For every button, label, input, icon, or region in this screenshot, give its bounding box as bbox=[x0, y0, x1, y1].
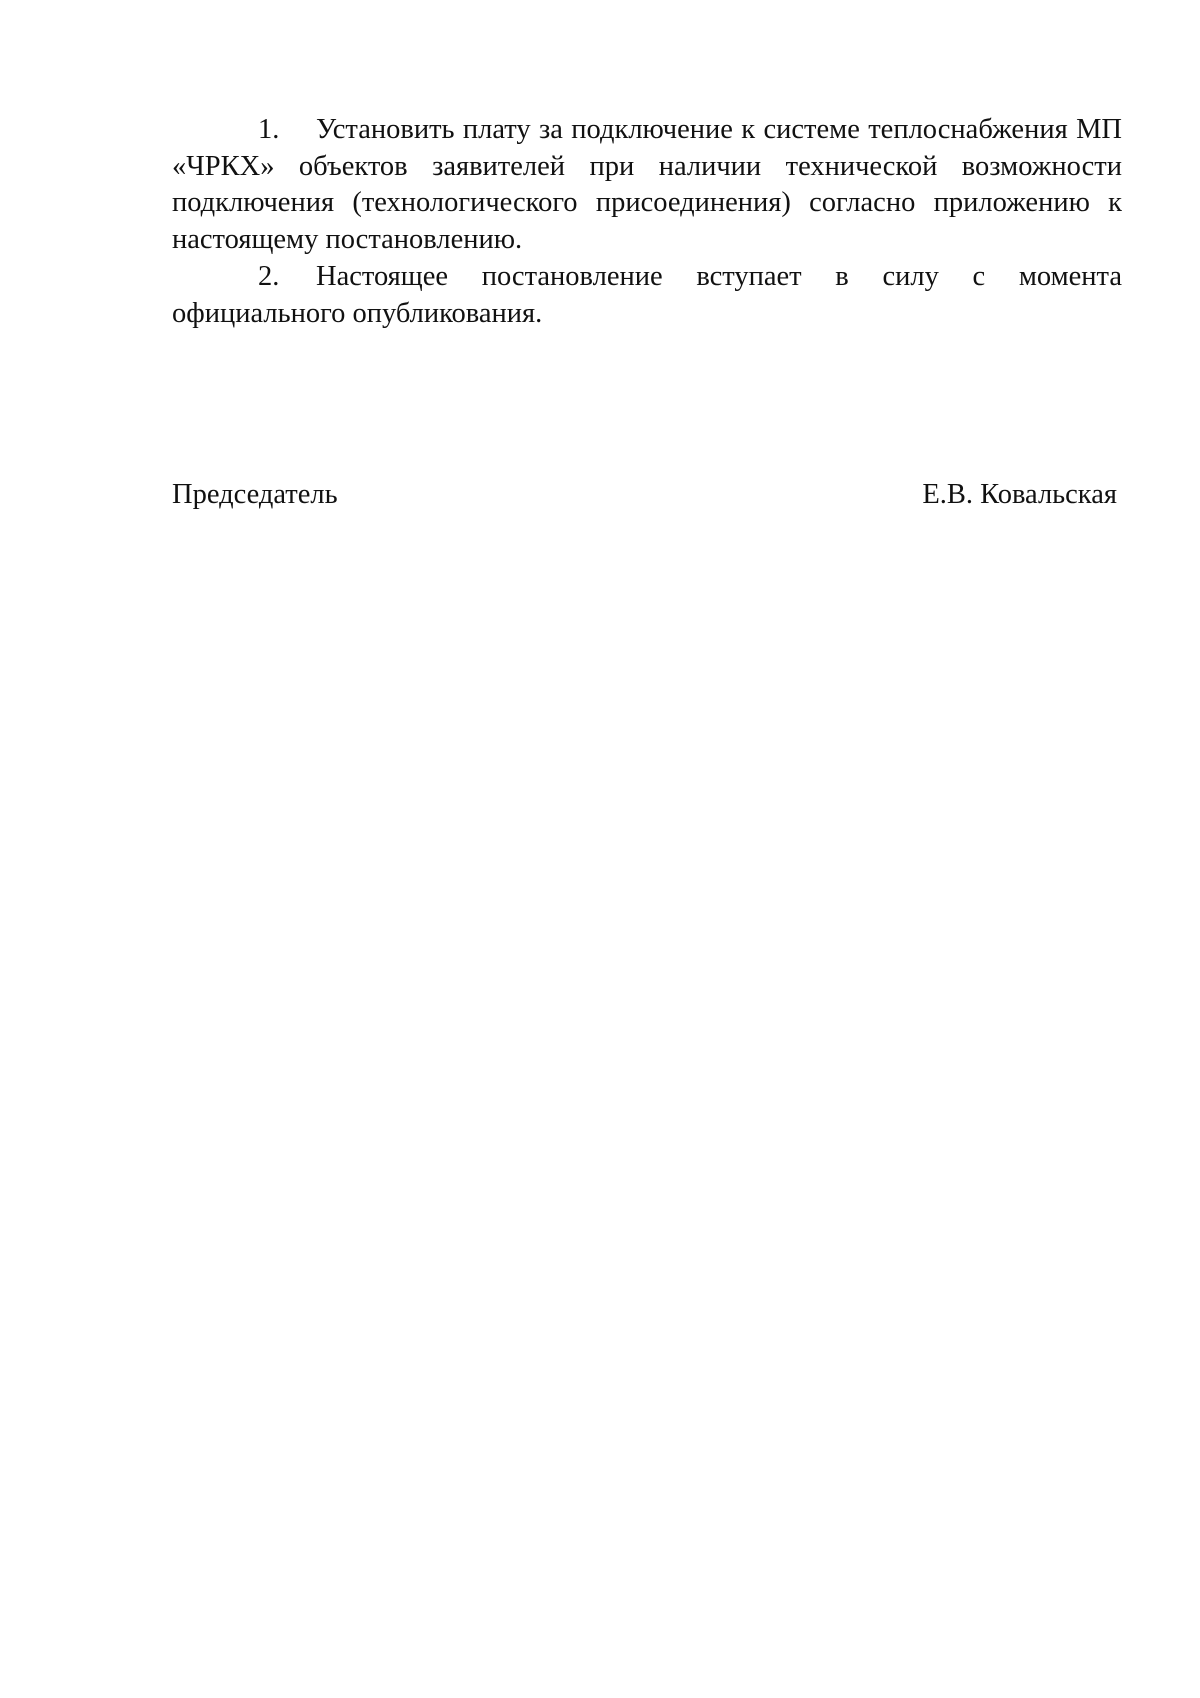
paragraph-text: Установить плату за подключение к системе теплоснабжения МП «ЧРКХ» объектов заявителей при наличии технической возможности подключения (технологического присоединения) согласно приложению к настоящему постановлению. bbox=[172, 114, 1122, 255]
signatory-position: Председатель bbox=[172, 479, 338, 510]
signature-block bbox=[172, 477, 1117, 513]
paragraph-1 bbox=[172, 112, 1122, 258]
paragraph-2 bbox=[172, 259, 1122, 332]
paragraph-number: 1. bbox=[258, 114, 280, 145]
signatory-name: Е.В. Ковальская bbox=[922, 479, 1117, 510]
paragraph-text: Настоящее постановление вступает в силу с момента официального опубликования. bbox=[172, 261, 1122, 329]
document-body bbox=[172, 112, 1122, 334]
paragraph-number: 2. bbox=[258, 261, 280, 293]
